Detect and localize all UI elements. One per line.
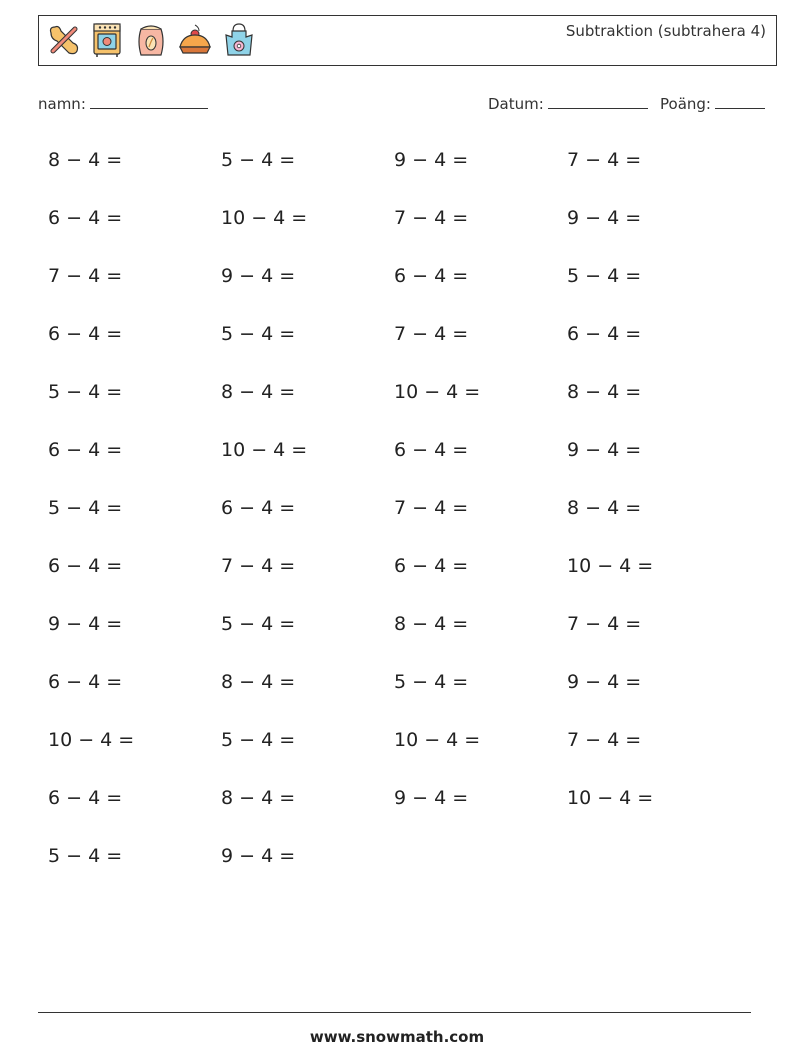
problem-item: 10 − 4 =	[567, 787, 654, 809]
rolling-pin-icon	[45, 21, 81, 59]
problem-item: 9 − 4 =	[567, 671, 642, 693]
problem-item: 5 − 4 =	[394, 671, 469, 693]
problem-item: 10 − 4 =	[567, 555, 654, 577]
problem-item: 5 − 4 =	[48, 497, 123, 519]
problem-item: 10 − 4 =	[394, 381, 481, 403]
worksheet-title: Subtraktion (subtrahera 4)	[565, 22, 766, 40]
header-icons	[45, 21, 257, 59]
problem-item: 7 − 4 =	[394, 323, 469, 345]
problem-item: 6 − 4 =	[221, 497, 296, 519]
oven-icon	[89, 21, 125, 59]
pie-icon	[177, 21, 213, 59]
worksheet-header	[38, 15, 777, 66]
date-field	[488, 94, 648, 113]
footer-url: www.snowmath.com	[309, 1028, 485, 1046]
name-blank[interactable]	[90, 94, 208, 109]
problem-item: 10 − 4 =	[394, 729, 481, 751]
problem-item: 5 − 4 =	[221, 149, 296, 171]
problem-item: 6 − 4 =	[48, 555, 123, 577]
problem-item: 7 − 4 =	[221, 555, 296, 577]
problem-item: 5 − 4 =	[221, 729, 296, 751]
problem-item: 8 − 4 =	[221, 671, 296, 693]
problem-item: 6 − 4 =	[48, 439, 123, 461]
problem-item: 9 − 4 =	[221, 845, 296, 867]
problem-item: 5 − 4 =	[48, 381, 123, 403]
problem-item: 6 − 4 =	[48, 671, 123, 693]
problem-item: 7 − 4 =	[567, 149, 642, 171]
name-field	[38, 94, 208, 113]
problem-item: 8 − 4 =	[567, 497, 642, 519]
problem-item: 10 − 4 =	[221, 439, 308, 461]
problem-item: 8 − 4 =	[567, 381, 642, 403]
date-blank[interactable]	[548, 94, 648, 109]
problem-item: 9 − 4 =	[48, 613, 123, 635]
problem-item: 5 − 4 =	[48, 845, 123, 867]
problem-item: 7 − 4 =	[567, 613, 642, 635]
footer-divider	[38, 1012, 751, 1013]
score-blank[interactable]	[715, 94, 765, 109]
problem-item: 7 − 4 =	[567, 729, 642, 751]
name-label: namn:	[38, 95, 86, 113]
problem-item: 6 − 4 =	[567, 323, 642, 345]
problem-item: 7 − 4 =	[394, 497, 469, 519]
flour-bag-icon	[133, 21, 169, 59]
problem-item: 6 − 4 =	[48, 323, 123, 345]
problem-item: 9 − 4 =	[221, 265, 296, 287]
problem-item: 10 − 4 =	[221, 207, 308, 229]
problem-item: 6 − 4 =	[48, 787, 123, 809]
problem-item: 8 − 4 =	[221, 787, 296, 809]
problem-item: 6 − 4 =	[394, 555, 469, 577]
problem-item: 8 − 4 =	[221, 381, 296, 403]
problem-item: 5 − 4 =	[567, 265, 642, 287]
problem-item: 8 − 4 =	[48, 149, 123, 171]
problem-item: 8 − 4 =	[394, 613, 469, 635]
problem-item: 10 − 4 =	[48, 729, 135, 751]
problem-item: 6 − 4 =	[394, 439, 469, 461]
score-label: Poäng:	[660, 95, 711, 113]
problem-item: 9 − 4 =	[567, 439, 642, 461]
problem-item: 9 − 4 =	[567, 207, 642, 229]
problem-item: 6 − 4 =	[48, 207, 123, 229]
problem-item: 9 − 4 =	[394, 149, 469, 171]
apron-icon	[221, 21, 257, 59]
problem-item: 5 − 4 =	[221, 323, 296, 345]
problem-item: 5 − 4 =	[221, 613, 296, 635]
problem-item: 9 − 4 =	[394, 787, 469, 809]
problem-item: 6 − 4 =	[394, 265, 469, 287]
score-field	[660, 94, 765, 113]
date-label: Datum:	[488, 95, 544, 113]
problem-item: 7 − 4 =	[394, 207, 469, 229]
problem-item: 7 − 4 =	[48, 265, 123, 287]
problem-grid	[48, 140, 740, 894]
